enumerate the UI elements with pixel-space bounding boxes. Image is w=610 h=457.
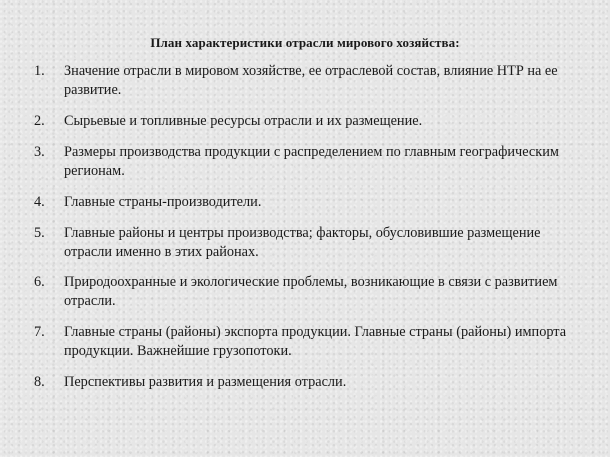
item-text: Главные страны-производители. — [64, 194, 262, 210]
item-number: 7. — [34, 324, 45, 340]
list-item — [34, 112, 579, 131]
list-item — [34, 273, 579, 311]
list-item — [34, 62, 579, 100]
item-text: Главные страны (районы) экспорта продукции. Главные страны (районы) импорта продукции. Важнейшие грузопотоки. — [64, 324, 567, 359]
item-number: 4. — [34, 194, 45, 210]
item-number: 6. — [34, 274, 45, 290]
item-text: Сырьевые и топливные ресурсы отрасли и их размещение. — [64, 113, 423, 129]
list-item — [34, 193, 579, 212]
item-text: Природоохранные и экологические проблемы, возникающие в связи с развитием отрасли. — [64, 274, 558, 309]
item-text: Значение отрасли в мировом хозяйстве, ее отраслевой состав, влияние НТР на ее развитие. — [64, 63, 558, 98]
item-text: Главные районы и центры производства; факторы, обусловившие размещение отрасли именно в этих районах. — [64, 225, 541, 260]
list-item — [34, 323, 579, 361]
plan-list — [34, 62, 579, 404]
list-item — [34, 143, 579, 181]
list-item — [34, 224, 579, 262]
item-text: Перспективы развития и размещения отрасли. — [64, 374, 347, 390]
item-number: 1. — [34, 63, 45, 79]
item-number: 2. — [34, 113, 45, 129]
item-number: 8. — [34, 374, 45, 390]
item-text: Размеры производства продукции с распределением по главным географическим регионам. — [64, 144, 559, 179]
item-number: 5. — [34, 225, 45, 241]
slide-title: План характеристики отрасли мирового хозяйства: — [150, 35, 460, 50]
item-number: 3. — [34, 144, 45, 160]
list-item — [34, 373, 579, 392]
